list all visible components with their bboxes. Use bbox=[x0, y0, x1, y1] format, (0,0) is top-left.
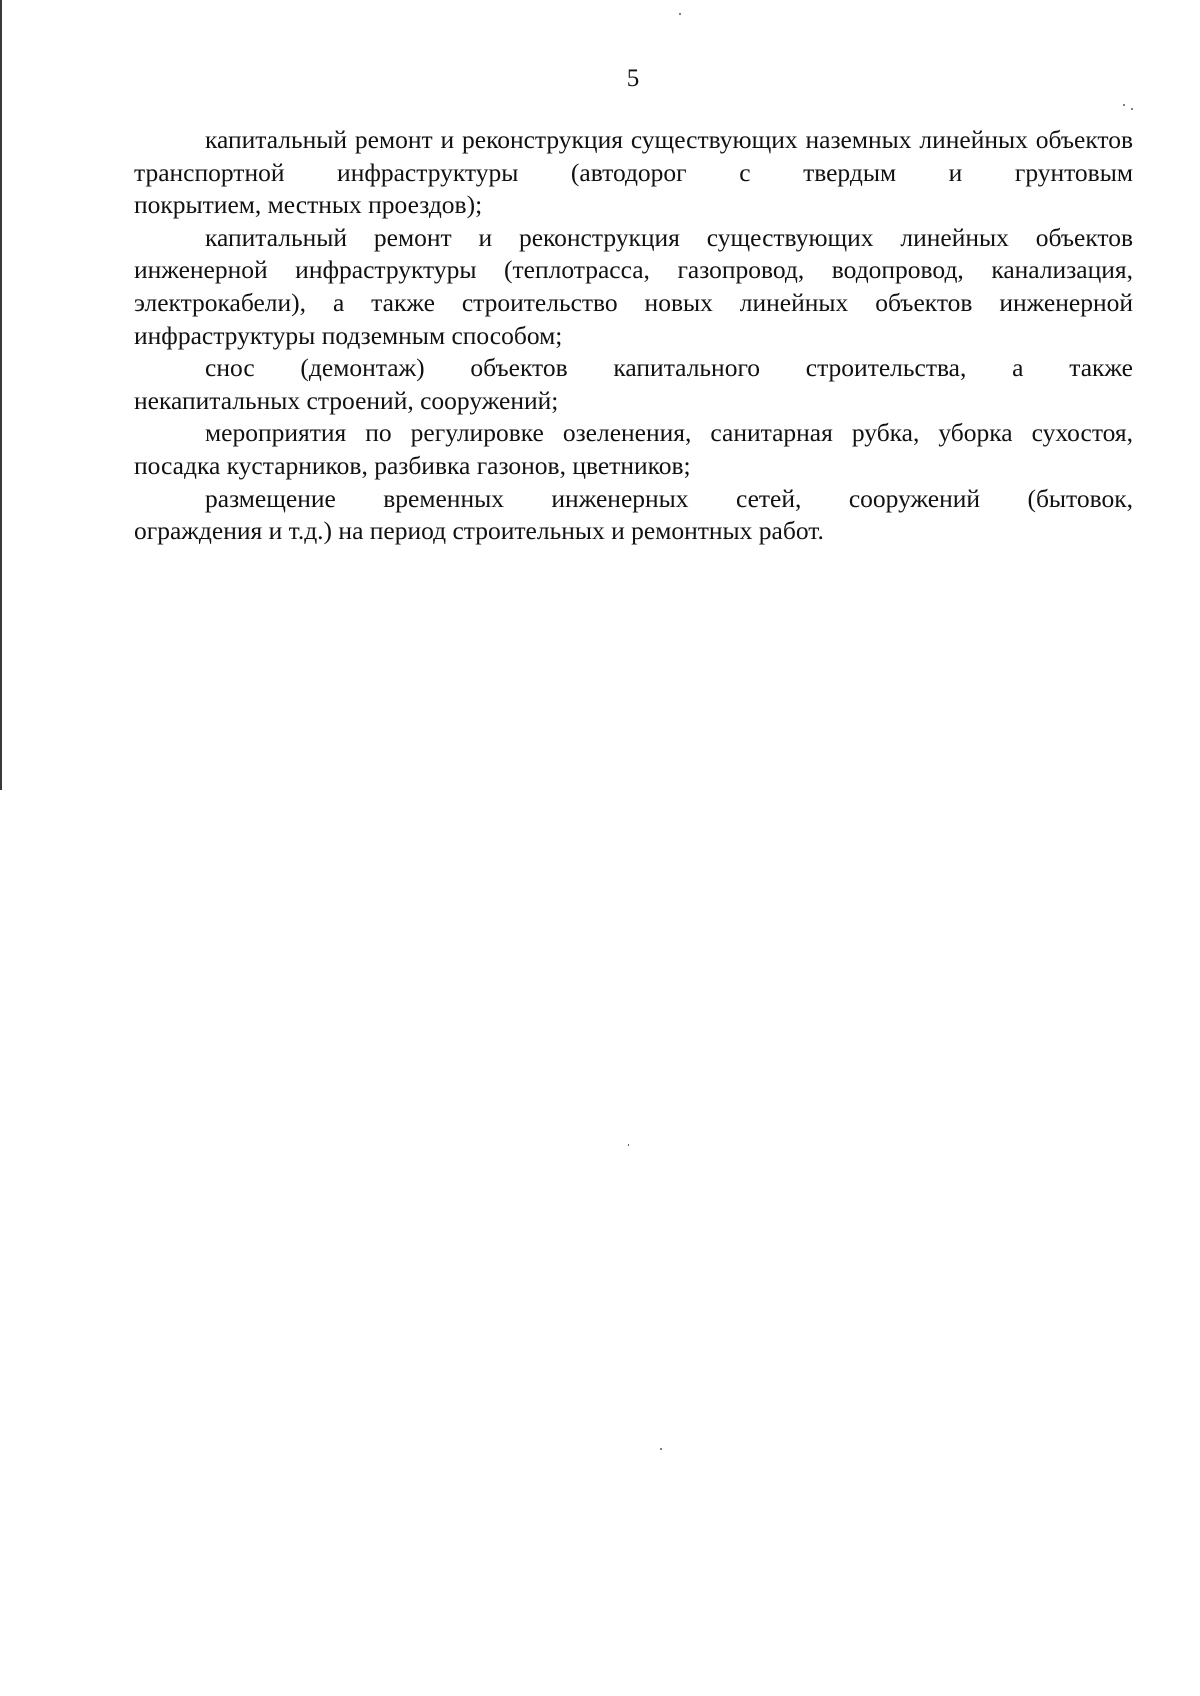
scan-speck bbox=[1123, 104, 1125, 106]
paragraph-last-line: посадка кустарников, разбивка газонов, цветников; bbox=[134, 450, 691, 480]
scan-speck bbox=[628, 1144, 629, 1146]
paragraph-first-line: мероприятия по регулировке озеленения, санитарная рубка, уборка сухостоя, bbox=[205, 418, 1133, 448]
scan-left-edge bbox=[0, 0, 2, 790]
scan-speck bbox=[679, 13, 681, 15]
document-body bbox=[134, 124, 1133, 548]
scan-speck bbox=[1131, 108, 1133, 110]
page-number: 5 bbox=[626, 65, 640, 92]
paragraph-last-line: некапитальных строений, сооружений; bbox=[134, 385, 559, 415]
paragraph-first-line: размещение временных инженерных сетей, сооружений (бытовок, bbox=[205, 483, 1133, 513]
paragraph-first-line: снос (демонтаж) объектов капитального строительства, а также bbox=[205, 353, 1133, 383]
paragraph-last-line: инфраструктуры подземным способом; bbox=[134, 320, 563, 350]
paragraph-last-line: ограждения и т.д.) на период строительных и ремонтных работ. bbox=[134, 516, 824, 546]
paragraph-last-line: покрытием, местных проездов); bbox=[134, 190, 483, 220]
paragraph-first-line: капитальный ремонт и реконструкция существующих наземных линейных объектов транспортной инфраструктуры (автодорог с твердым и грунтовым bbox=[134, 125, 1133, 187]
scan-speck bbox=[660, 1448, 662, 1450]
paragraph-first-line: капитальный ремонт и реконструкция существующих линейных объектов инженерной инфраструктуры (теплотрасса, газопровод, водопровод, канализация, электрокабели), а также строительство новых линейных объектов инженерной bbox=[134, 222, 1133, 317]
